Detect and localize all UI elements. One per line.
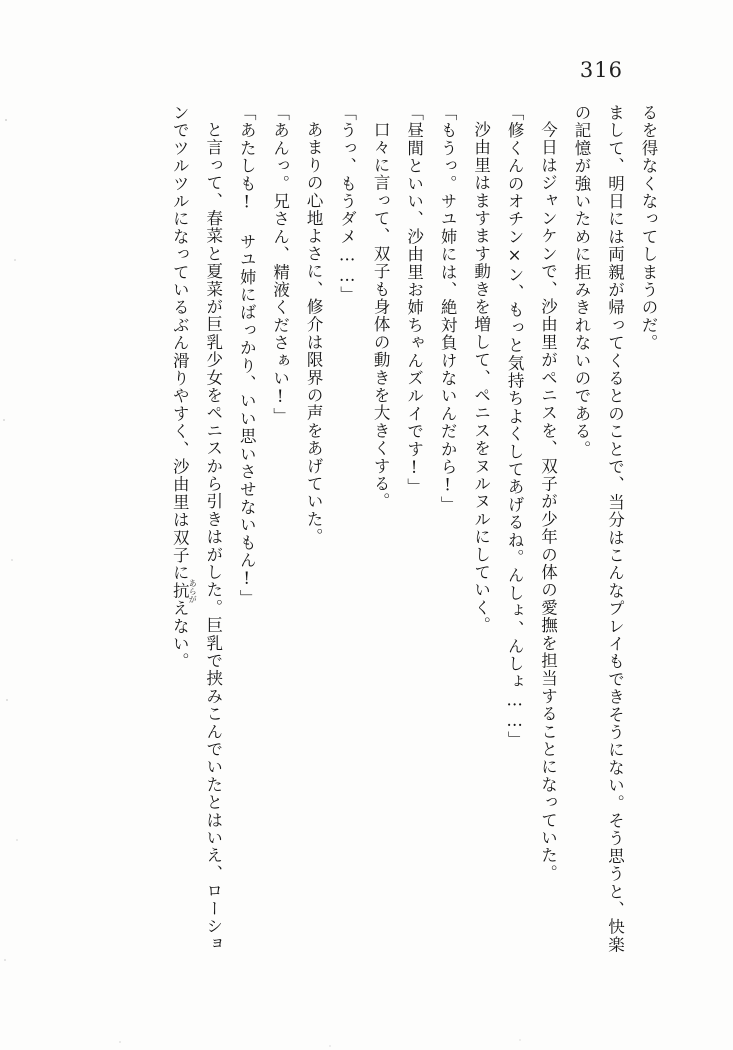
paragraph: 今日はジャンケンで、沙由里がペニスを、双子が少年の体の愛撫を担当することになっていた。 (538, 120, 558, 882)
paragraph-dialogue: 「あんっ。兄さん、精液くださぁい!」 (270, 104, 290, 426)
paragraph: あまりの心地よさに、修介は限界の声をあげていた。 (304, 120, 324, 546)
paper-speckle-bottom (0, 1020, 733, 1050)
paragraph-dialogue: 「もうっ。サユ姉には、絶対負けないんだから!」 (438, 104, 458, 514)
paragraph-dialogue: 「修くんのオチン×ン、もっと気持ちよくしてあげるね。んしょ、んしょ……」 (505, 104, 525, 749)
ruby-aragae (170, 578, 198, 603)
paragraph-ruby-suffix: えない。 (170, 599, 190, 671)
paragraph: 口々に言って、双子も身体の動きを大きくする。 (371, 120, 391, 510)
paragraph-with-ruby (163, 104, 230, 964)
ruby-base: 抗 (170, 578, 190, 603)
paragraph-dialogue: 「昼間といい、沙由里お姉ちゃんズルイです!」 (404, 104, 424, 496)
paragraph-dialogue: 「あたしも! サユ姉にばっかり、いい思いさせないもん!」 (237, 104, 257, 608)
page-body-text (105, 104, 665, 964)
paragraph: るを得なくなってしまうのだ。 (639, 104, 658, 352)
paragraph: まして、明日には両親が帰ってくるとのことで、当分はこんなプレイもできそうにない。そう思うと、快楽の記憶が強いために拒みきれないのである。 (572, 104, 625, 954)
ruby-reading: あらが (188, 578, 198, 603)
paragraph: 沙由里はますます動きを増して、ペニスをヌルヌルにしていく。 (471, 120, 491, 634)
paper-speckle-left (0, 0, 26, 1050)
paragraph-ruby-prefix: と言って、春菜と夏菜が巨乳少女をペニスから引きはがした。巨乳で挟みこんでいたとはいえ、ローションでツルツルになっているぶん滑りやすく、沙由里は双子に (170, 104, 223, 953)
page-number: 316 (579, 58, 623, 82)
paragraph-dialogue: 「うっ、もうダメ……」 (337, 104, 357, 304)
